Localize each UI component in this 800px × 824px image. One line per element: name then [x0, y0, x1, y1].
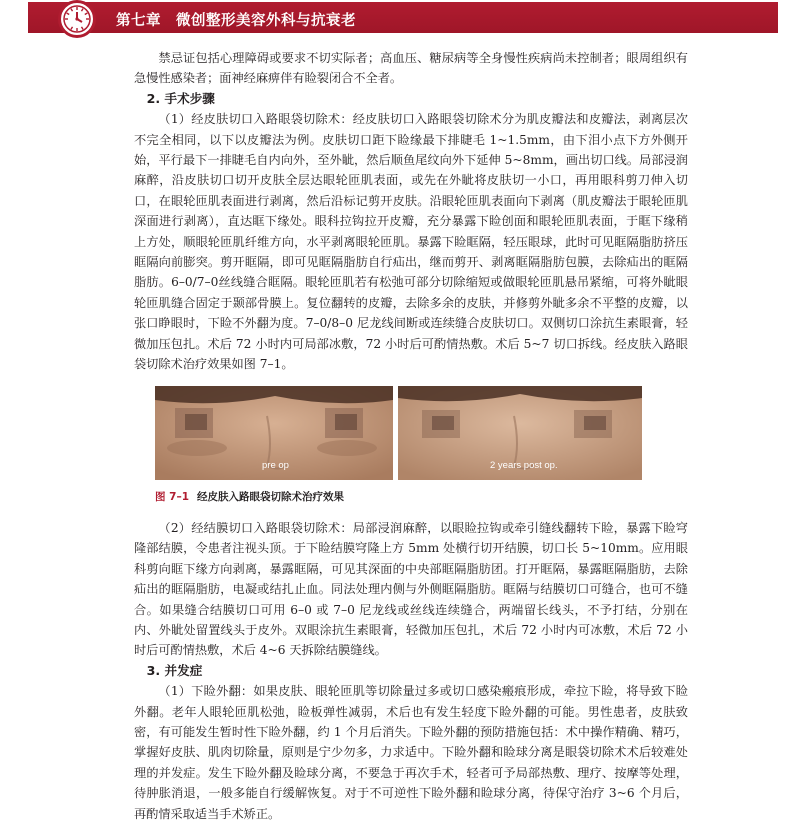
label-post-op: 2 years post op.	[490, 460, 558, 471]
page-header	[0, 0, 800, 38]
clock-icon	[58, 0, 96, 38]
figure-number: 图 7–1	[155, 491, 190, 503]
label-pre-op: pre op	[262, 460, 289, 471]
heading-complications: 3. 并发症	[146, 662, 203, 678]
photo-post-op	[398, 386, 642, 480]
heading-surgical-steps: 2. 手术步骤	[146, 90, 215, 106]
body-text-top	[134, 48, 688, 375]
paragraph-transconjunctival-approach: （2）经结膜切口入路眼袋切除术：局部浸润麻醉，以眼睑拉钩或牵引缝线翻转下睑，暴露下睑穹隆部结膜，令患者注视头顶。于下睑结膜穹隆上方 5mm 处横行切开结膜，切口长 5~10mm。应用眼科剪向眶下缘方向剥离，暴露眶隔，可见其深面的中央部眶隔脂肪团。打开眶隔，暴露眶隔脂肪，去除疝出的眶隔脂肪，电凝或结扎止血。同法处理内侧与外侧眶隔脂肪。眶隔与结膜切口可缝合，也可不缝合。如果缝合结膜切口可用 6–0 或 7–0 尼龙线或丝线连续缝合，两端留长线头，不予打结，分别在内、外眦处留置线头于皮外。双眼涂抗生素眼膏，轻微加压包扎，术后 72 小时内可冰敷，术后 72 小时后可酌情热敷，术后 4~6 天拆除结膜缝线。	[134, 521, 688, 658]
paragraph-lower-lid-ectropion: （1）下睑外翻：如果皮肤、眼轮匝肌等切除量过多或切口感染瘢痕形成，牵拉下睑，将导致下睑外翻。老年人眼轮匝肌松弛，睑板弹性减弱，术后也有发生轻度下睑外翻的可能。男性患者，皮肤致密，有可能发生暂时性下睑外翻，约 1 个月后消失。下睑外翻的预防措施包括：术中操作精确、精巧，掌握好皮肤、肌肉切除量，原则是宁少勿多，力求适中。下睑外翻和睑球分离是眼袋切除术术后较难处理的并发症。发生下睑外翻及睑球分离，不要急于再次手术，轻者可予局部热敷、理疗、按摩等处理，待肿胀消退，一般多能自行缓解恢复。对于不可逆性下睑外翻和睑球分离，待保守治疗 3~6 个月后，再酌情采取适当手术矫正。	[134, 684, 688, 821]
chapter-title: 第七章 微创整形美容外科与抗衰老	[116, 13, 356, 29]
figure-caption	[155, 489, 344, 504]
figure-caption-text: 经皮肤入路眼袋切除术治疗效果	[197, 491, 345, 503]
figure-before-after	[155, 386, 642, 480]
paragraph-transcutaneous-approach: （1）经皮肤切口入路眼袋切除术：经皮肤切口入路眼袋切除术分为肌皮瓣法和皮瓣法，剥离层次不完全相同，以下以皮瓣法为例。皮肤切口距下睑缘最下排睫毛 1~1.5mm，由下泪小点下方外侧开始，平行最下一排睫毛自内向外，至外眦，然后顺鱼尾纹向外下延伸 5~8mm，画出切口线。局部浸润麻醉，沿皮肤切口切开皮肤全层达眼轮匝肌表面，或先在外眦将皮肤切一小口，再用眼科剪刀伸入切口，在眼轮匝肌表面进行剥离，然后沿标记剪开皮肤。沿眼轮匝肌表面向下剥离（肌皮瓣法于眼轮匝肌深面进行剥离），直达眶下缘处。眼科拉钩拉开皮瓣，充分暴露下睑创面和眼轮匝肌表面，于眶下缘稍上方处，顺眼轮匝肌纤维方向，水平剥离眼轮匝肌。暴露下睑眶隔，轻压眼球，此时可见眶隔脂肪挤压眶隔向前膨突。剪开眶隔，即可见眶隔脂肪自行疝出，继而剪开、剥离眶隔脂肪包膜，去除疝出的眶隔脂肪。6–0/7–0丝线缝合眶隔。眼轮匝肌若有松弛可部分切除缩短或做眼轮匝肌悬吊紧缩，可将外眦眼轮匝肌缝合固定于颞部骨膜上。复位翻转的皮瓣，去除多余的皮肤，并修剪外眦多余不平整的皮瓣，以张口睁眼时，下睑不外翻为度。7–0/8–0 尼龙线间断或连续缝合皮肤切口。双侧切口涂抗生素眼膏，轻微加压包扎。术后 72 小时内可局部冰敷，72 小时后可酌情热敷。术后 5~7 切口拆线。经皮肤入路眼袋切除术治疗效果如图 7–1。	[134, 112, 688, 372]
photo-pre-op	[155, 386, 393, 480]
body-text-bottom	[134, 518, 688, 824]
paragraph-contraindications: 禁忌证包括心理障碍或要求不切实际者；高血压、糖尿病等全身慢性疾病尚未控制者；眼周组织有急慢性感染者；面神经麻痹伴有睑裂闭合不全者。	[134, 51, 688, 86]
